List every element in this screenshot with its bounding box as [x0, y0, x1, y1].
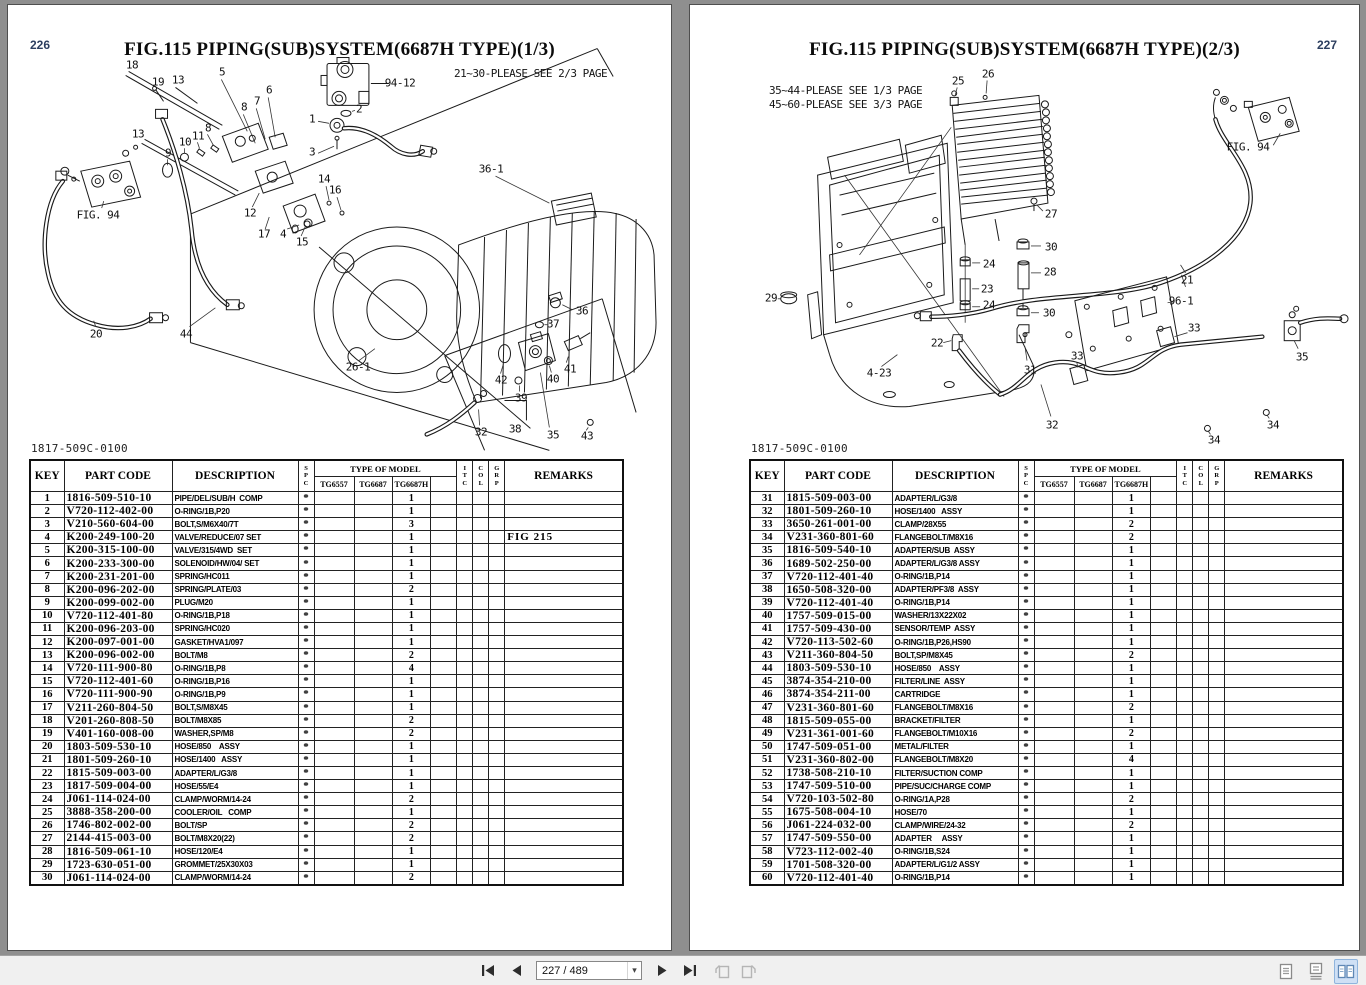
callout-1: 1: [308, 112, 316, 126]
callout-4-23: 4-23: [866, 366, 892, 380]
part-row: 7 K200-231-201-00 SPRING/HC011 * 1: [30, 570, 623, 583]
part-row: 44 1803-509-530-10 HOSE/850 ASSY * 1: [750, 662, 1343, 675]
cross-reference-note: 21~30-PLEASE SEE 2/3 PAGE: [454, 67, 608, 80]
pdf-page-left: [7, 4, 672, 951]
part-row: 18 V201-260-808-50 BOLT/M8X85 * 2: [30, 714, 623, 727]
callout-7: 7: [253, 94, 261, 108]
header-type-of-model: TYPE OF MODEL: [314, 460, 457, 477]
callout-26: 26: [981, 67, 995, 81]
parts-table: [749, 459, 1344, 886]
callout-34: 34: [1266, 418, 1280, 432]
model-header: TG6687: [1074, 477, 1112, 492]
page-navigation-group: [478, 956, 758, 985]
callout-34: 34: [1207, 433, 1221, 447]
callout-FIG94: FIG. 94: [76, 208, 120, 222]
part-row: 48 1815-509-055-00 BRACKET/FILTER * 1: [750, 714, 1343, 727]
callout-4: 4: [279, 227, 287, 241]
part-row: 42 V720-113-502-60 O-RING/1B,P26,HS90 * 1: [750, 636, 1343, 649]
callout-42: 42: [494, 373, 508, 387]
part-row: 12 K200-097-001-00 GASKET/HVA1/097 * 1: [30, 636, 623, 649]
part-row: 14 V720-111-900-80 O-RING/1B,P8 * 4: [30, 662, 623, 675]
parts-table: [29, 459, 624, 886]
model-header: TG6687H: [392, 477, 431, 492]
callout-39: 39: [514, 391, 528, 405]
part-row: 21 1801-509-260-10 HOSE/1400 ASSY * 1: [30, 753, 623, 766]
header-grp: G R P: [1209, 460, 1225, 492]
part-row: 56 J061-224-032-00 CLAMP/WIRE/24-32 * 2: [750, 819, 1343, 832]
previous-view-button[interactable]: [712, 960, 732, 982]
callout-6: 6: [265, 83, 273, 97]
page-number: 226: [30, 38, 51, 52]
page-number-field: [536, 961, 642, 980]
callout-10: 10: [178, 135, 192, 149]
callout-27: 27: [1044, 207, 1058, 221]
callout-3: 3: [308, 145, 316, 159]
header-description: DESCRIPTION: [172, 460, 298, 492]
header-itc: I T C: [1177, 460, 1193, 492]
callout-19: 19: [151, 75, 165, 89]
part-row: 54 V720-103-502-80 O-RING/1A,P28 * 2: [750, 793, 1343, 806]
header-remarks: REMARKS: [1225, 460, 1343, 492]
callout-17: 17: [257, 227, 271, 241]
part-row: 1 1816-509-510-10 PIPE/DEL/SUB/H COMP * 1: [30, 492, 623, 505]
part-row: 30 J061-114-024-00 CLAMP/WORM/14-24 * 2: [30, 871, 623, 885]
part-row: 4 K200-249-100-20 VALVE/REDUCE/07 SET * 1 FIG 215: [30, 531, 623, 544]
part-row: 25 3888-358-200-00 COOLER/OIL COMP * 1: [30, 806, 623, 819]
callout-41: 41: [563, 362, 577, 376]
part-row: 9 K200-099-002-00 PLUG/M20 * 1: [30, 596, 623, 609]
part-row: 29 1723-630-051-00 GROMMET/25X30X03 * 1: [30, 858, 623, 871]
callout-30: 30: [1044, 240, 1058, 254]
part-row: 57 1747-509-550-00 ADAPTER ASSY * 1: [750, 832, 1343, 845]
pdf-page-right: [689, 4, 1360, 951]
callout-37: 37: [546, 317, 560, 331]
part-row: 33 3650-261-001-00 CLAMP/28X55 * 2: [750, 518, 1343, 531]
header-spc: S P C: [298, 460, 314, 492]
pdf-viewer-toolbar: [0, 955, 1366, 985]
part-row: 11 K200-096-203-00 SPRING/HC020 * 1: [30, 622, 623, 635]
previous-page-button[interactable]: [506, 960, 526, 982]
callout-31: 31: [1023, 363, 1037, 377]
header-description: DESCRIPTION: [892, 460, 1018, 492]
part-row: 22 1815-509-003-00 ADAPTER/L/G3/8 * 1: [30, 766, 623, 779]
callout-9: 9: [164, 146, 172, 160]
header-col: C O L: [473, 460, 489, 492]
callout-43: 43: [580, 429, 594, 443]
part-row: 24 J061-114-024-00 CLAMP/WORM/14-24 * 2: [30, 793, 623, 806]
callout-33: 33: [1070, 349, 1084, 363]
callout-36: 36: [575, 304, 589, 318]
part-row: 35 1816-509-540-10 ADAPTER/SUB ASSY * 1: [750, 544, 1343, 557]
last-page-button[interactable]: [680, 960, 700, 982]
callout-36-1: 36-1: [478, 162, 504, 176]
callout-13: 13: [131, 127, 145, 141]
part-row: 40 1757-509-015-00 WASHER/13X22X02 * 1: [750, 609, 1343, 622]
callout-2: 2: [355, 102, 363, 116]
page-number: 227: [1317, 38, 1338, 52]
parts-table-container: [29, 459, 624, 886]
callout-13: 13: [171, 73, 185, 87]
header-grp: G R P: [489, 460, 505, 492]
callout-35: 35: [1295, 350, 1309, 364]
part-row: 3 V210-560-604-00 BOLT,S/M6X40/7T * 3: [30, 518, 623, 531]
part-row: 41 1757-509-430-00 SENSOR/TEMP ASSY * 1: [750, 622, 1343, 635]
part-row: 51 V231-360-802-00 FLANGEBOLT/M8X20 * 4: [750, 753, 1343, 766]
page-dropdown-arrow-icon[interactable]: ▾: [627, 962, 641, 979]
part-row: 20 1803-509-530-10 HOSE/850 ASSY * 1: [30, 740, 623, 753]
facing-pages-view-button[interactable]: [1334, 959, 1358, 984]
header-spc: S P C: [1018, 460, 1034, 492]
part-row: 50 1747-509-051-00 METAL/FILTER * 1: [750, 740, 1343, 753]
part-row: 49 V231-361-001-60 FLANGEBOLT/M10X16 * 2: [750, 727, 1343, 740]
cross-reference-note: 35~44-PLEASE SEE 1/3 PAGE: [769, 84, 923, 97]
callout-15: 15: [295, 235, 309, 249]
model-header: [431, 477, 457, 492]
single-page-view-button[interactable]: [1274, 959, 1298, 984]
part-row: 37 V720-112-401-40 O-RING/1B,P14 * 1: [750, 570, 1343, 583]
header-col: C O L: [1193, 460, 1209, 492]
callout-26-1: 26-1: [345, 360, 371, 374]
model-header: TG6687: [354, 477, 392, 492]
part-row: 32 1801-509-260-10 HOSE/1400 ASSY * 1: [750, 505, 1343, 518]
callout-11: 11: [191, 129, 205, 143]
part-row: 43 V211-360-804-50 BOLT,SP/M8X45 * 2: [750, 649, 1343, 662]
page-gap: [672, 0, 689, 956]
figure-title: FIG.115 PIPING(SUB)SYSTEM(6687H TYPE)(2/3): [809, 39, 1240, 60]
part-row: 46 3874-354-211-00 CARTRIDGE * 1: [750, 688, 1343, 701]
part-row: 8 K200-096-202-00 SPRING/PLATE/03 * 2: [30, 583, 623, 596]
callout-24: 24: [982, 298, 996, 312]
model-header: TG6557: [314, 477, 354, 492]
part-row: 5 K200-315-100-00 VALVE/315/4WD SET * 1: [30, 544, 623, 557]
callout-32: 32: [474, 425, 488, 439]
part-row: 53 1747-509-510-00 PIPE/SUC/CHARGE COMP * 1: [750, 780, 1343, 793]
part-row: 55 1675-508-004-10 HOSE/70 * 1: [750, 806, 1343, 819]
next-page-button[interactable]: [652, 960, 672, 982]
page-layout-group: [1274, 959, 1358, 984]
callout-22: 22: [930, 336, 944, 350]
part-row: 19 V401-160-008-00 WASHER,SP/M8 * 2: [30, 727, 623, 740]
callout-35: 35: [546, 428, 560, 442]
header-remarks: REMARKS: [505, 460, 623, 492]
callout-FIG94: FIG. 94: [1226, 140, 1270, 154]
header-type-of-model: TYPE OF MODEL: [1034, 460, 1177, 477]
part-row: 36 1689-502-250-00 ADAPTER/L/G3/8 ASSY * 1: [750, 557, 1343, 570]
callout-38: 38: [508, 422, 522, 436]
model-header: TG6687H: [1112, 477, 1151, 492]
part-row: 38 1650-508-320-00 ADAPTER/PF3/8 ASSY * 1: [750, 583, 1343, 596]
part-row: 31 1815-509-003-00 ADAPTER/L/G3/8 * 1: [750, 492, 1343, 505]
part-row: 28 1816-509-061-10 HOSE/120/E4 * 1: [30, 845, 623, 858]
part-row: 2 V720-112-402-00 O-RING/1B,P20 * 1: [30, 505, 623, 518]
document-code: 1817-509C-0100: [31, 442, 128, 455]
callout-94-12: 94-12: [384, 76, 416, 90]
part-row: 10 V720-112-401-80 O-RING/1B,P18 * 1: [30, 609, 623, 622]
callout-24: 24: [982, 257, 996, 271]
page-number-input[interactable]: [537, 962, 627, 979]
cross-reference-note: 45~60-PLEASE SEE 3/3 PAGE: [769, 98, 923, 111]
document-code: 1817-509C-0100: [751, 442, 848, 455]
figure-title: FIG.115 PIPING(SUB)SYSTEM(6687H TYPE)(1/3): [124, 39, 555, 60]
callout-44: 44: [179, 327, 193, 341]
callout-28: 28: [1043, 265, 1057, 279]
callout-29: 29: [764, 291, 778, 305]
part-row: 34 V231-360-801-60 FLANGEBOLT/M8X16 * 2: [750, 531, 1343, 544]
first-page-button[interactable]: [478, 960, 498, 982]
callout-5: 5: [218, 65, 226, 79]
header-part-code: PART CODE: [784, 460, 892, 492]
scrolling-view-button[interactable]: [1304, 959, 1328, 984]
part-row: 39 V720-112-401-40 O-RING/1B,P14 * 1: [750, 596, 1343, 609]
header-part-code: PART CODE: [64, 460, 172, 492]
next-view-button[interactable]: [738, 960, 758, 982]
part-row: 47 V231-360-801-60 FLANGEBOLT/M8X16 * 2: [750, 701, 1343, 714]
callout-16: 16: [328, 183, 342, 197]
part-row: 58 V723-112-002-40 O-RING/1B,S24 * 1: [750, 845, 1343, 858]
part-row: 6 K200-233-300-00 SOLENOID/HW/04/ SET * 1: [30, 557, 623, 570]
model-header: TG6557: [1034, 477, 1074, 492]
part-row: 60 V720-112-401-40 O-RING/1B,P14 * 1: [750, 871, 1343, 885]
model-header: [1151, 477, 1177, 492]
part-row: 52 1738-508-210-10 FILTER/SUCTION COMP * 1: [750, 766, 1343, 779]
part-row: 59 1701-508-320-00 ADAPTER/L/G1/2 ASSY * 1: [750, 858, 1343, 871]
part-row: 15 V720-112-401-60 O-RING/1B,P16 * 1: [30, 675, 623, 688]
header-itc: I T C: [457, 460, 473, 492]
part-row: 45 3874-354-210-00 FILTER/LINE ASSY * 1: [750, 675, 1343, 688]
callout-33: 33: [1187, 321, 1201, 335]
part-row: 23 1817-509-004-00 HOSE/55/E4 * 1: [30, 780, 623, 793]
callout-18: 18: [125, 58, 139, 72]
part-row: 27 2144-415-003-00 BOLT/M8X20(22) * 2: [30, 832, 623, 845]
callout-8: 8: [204, 121, 212, 135]
callout-32: 32: [1045, 418, 1059, 432]
callout-21: 21: [1180, 273, 1194, 287]
part-row: 26 1746-802-002-00 BOLT/SP * 2: [30, 819, 623, 832]
callout-96-1: 96-1: [1168, 294, 1194, 308]
header-key: KEY: [30, 460, 64, 492]
callout-12: 12: [243, 206, 257, 220]
part-row: 16 V720-111-900-90 O-RING/1B,P9 * 1: [30, 688, 623, 701]
callout-14: 14: [317, 172, 331, 186]
piping-diagram-right: [690, 5, 1359, 455]
callout-40: 40: [546, 372, 560, 386]
callout-8: 8: [240, 100, 248, 114]
parts-table-container: [749, 459, 1344, 886]
part-row: 17 V211-260-804-50 BOLT,S/M8X45 * 1: [30, 701, 623, 714]
callout-23: 23: [980, 282, 994, 296]
header-key: KEY: [750, 460, 784, 492]
callout-25: 25: [951, 74, 965, 88]
callout-30: 30: [1042, 306, 1056, 320]
part-row: 13 K200-096-002-00 BOLT/M8 * 2: [30, 649, 623, 662]
callout-20: 20: [89, 327, 103, 341]
